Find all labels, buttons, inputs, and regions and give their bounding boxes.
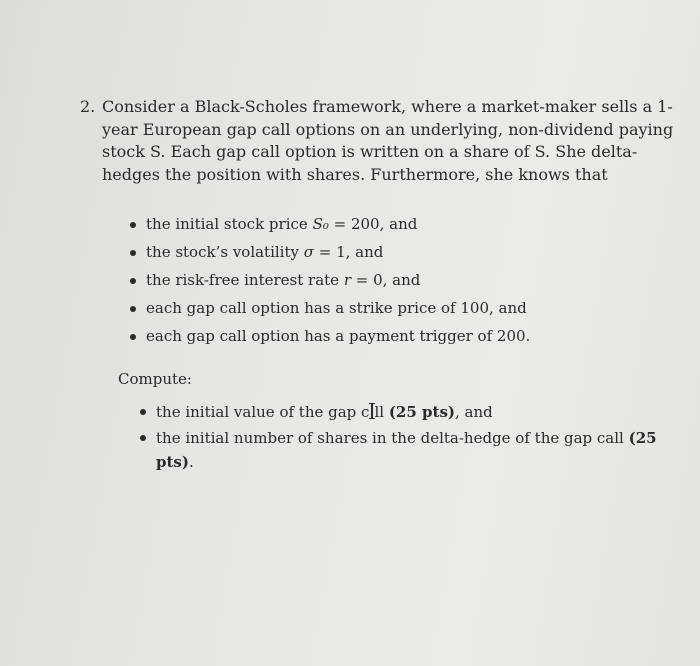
condition-item: the risk-free interest rate r = 0, and — [146, 269, 530, 297]
intro-line-3: stock S. Each gap call option is written on a share of S. She delta- — [102, 142, 638, 161]
text-cursor-icon — [369, 403, 375, 419]
conditions-list — [146, 213, 530, 353]
intro-line-1: Consider a Black-Scholes framework, where a market-maker sells a 1- — [102, 97, 673, 116]
bullet-icon — [130, 334, 136, 340]
condition-item: each gap call option has a strike price of 100, and — [146, 297, 530, 325]
task-item: the initial number of shares in the delta-hedge of the gap call (25 pts). — [156, 426, 657, 474]
bullet-icon — [130, 222, 136, 228]
bullet-icon — [140, 409, 146, 415]
bullet-icon — [130, 278, 136, 284]
intro-line-4: hedges the position with shares. Furthermore, she knows that — [102, 164, 608, 184]
task-item: the initial value of the gap c ll (25 pts), and — [156, 400, 657, 424]
bullet-icon — [130, 306, 136, 312]
problem-2 — [80, 96, 674, 186]
compute-heading: Compute: — [118, 370, 192, 388]
intro-line-2: year European gap call options on an underlying, non-dividend paying — [102, 119, 674, 139]
tasks-list — [156, 400, 657, 474]
points-label: (25 pts) — [388, 403, 455, 421]
points-label: (25 — [628, 429, 657, 447]
condition-item: the initial stock price S₀ = 200, and — [146, 213, 530, 241]
problem-number: 2. — [80, 97, 96, 116]
condition-item: the stock’s volatility σ = 1, and — [146, 241, 530, 269]
condition-item: each gap call option has a payment trigger of 200. — [146, 325, 530, 353]
points-label: pts) — [156, 453, 189, 471]
bullet-icon — [140, 435, 146, 441]
problem-intro — [102, 96, 674, 186]
bullet-icon — [130, 250, 136, 256]
